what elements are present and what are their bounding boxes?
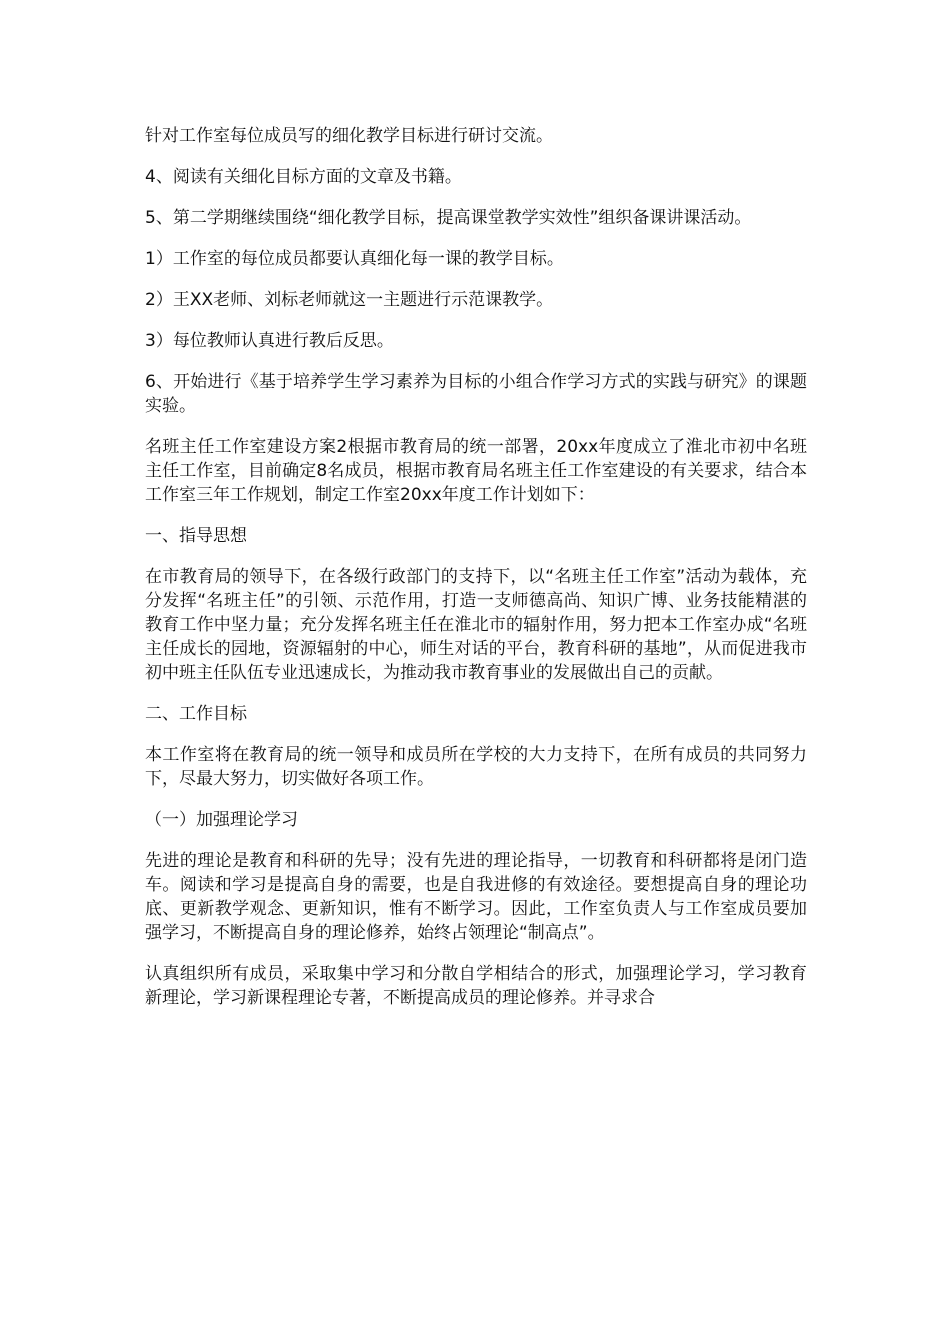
- paragraph-item-6: 6、开始进行《基于培养学生学习素养为目标的小组合作学习方式的实践与研究》的课题实验。: [145, 372, 807, 416]
- heading-guiding-thought: 一、指导思想: [145, 526, 247, 546]
- paragraph-subitem-3: 3）每位教师认真进行教后反思。: [145, 331, 394, 351]
- paragraph-subitem-2: 2）王XX老师、刘标老师就这一主题进行示范课教学。: [145, 290, 554, 310]
- paragraph-organize-members: 认真组织所有成员，采取集中学习和分散自学相结合的形式，加强理论学习，学习教育新理论，学习新课程理论专著，不断提高成员的理论修养。并寻求合: [145, 964, 807, 1008]
- heading-theory-study: （一）加强理论学习: [145, 810, 298, 830]
- paragraph-item-5: 5、第二学期继续围绕“细化教学目标，提高课堂教学实效性”组织备课讲课活动。: [145, 208, 752, 228]
- paragraph-discussion: 针对工作室每位成员写的细化教学目标进行研讨交流。: [145, 126, 553, 146]
- paragraph-plan-intro: 名班主任工作室建设方案2根据市教育局的统一部署，20xx年度成立了淮北市初中名班主任工作室，目前确定8名成员，根据市教育局名班主任工作室建设的有关要求，结合本工作室三年工作规划，制定工作室20xx年度工作计划如下：: [145, 437, 807, 505]
- paragraph-work-goals: 本工作室将在教育局的统一领导和成员所在学校的大力支持下，在所有成员的共同努力下，尽最大努力，切实做好各项工作。: [145, 745, 807, 789]
- paragraph-theory-study: 先进的理论是教育和科研的先导；没有先进的理论指导，一切教育和科研都将是闭门造车。阅读和学习是提高自身的需要，也是自我进修的有效途径。要想提高自身的理论功底、更新教学观念、更新知识，惟有不断学习。因此，工作室负责人与工作室成员要加强学习，不断提高自身的理论修养，始终占领理论“制高点”。: [145, 851, 807, 943]
- paragraph-item-4: 4、阅读有关细化目标方面的文章及书籍。: [145, 167, 462, 187]
- document-body: [145, 124, 807, 1027]
- paragraph-guiding-thought: 在市教育局的领导下，在各级行政部门的支持下，以“名班主任工作室”活动为载体，充分发挥“名班主任”的引领、示范作用，打造一支师德高尚、知识广博、业务技能精湛的教育工作中坚力量；充分发挥名班主任在淮北市的辐射作用，努力把本工作室办成“名班主任成长的园地，资源辐射的中心，师生对话的平台，教育科研的基地”，从而促进我市初中班主任队伍专业迅速成长，为推动我市教育事业的发展做出自己的贡献。: [145, 567, 807, 683]
- paragraph-subitem-1: 1）工作室的每位成员都要认真细化每一课的教学目标。: [145, 249, 564, 269]
- heading-work-goals: 二、工作目标: [145, 704, 247, 724]
